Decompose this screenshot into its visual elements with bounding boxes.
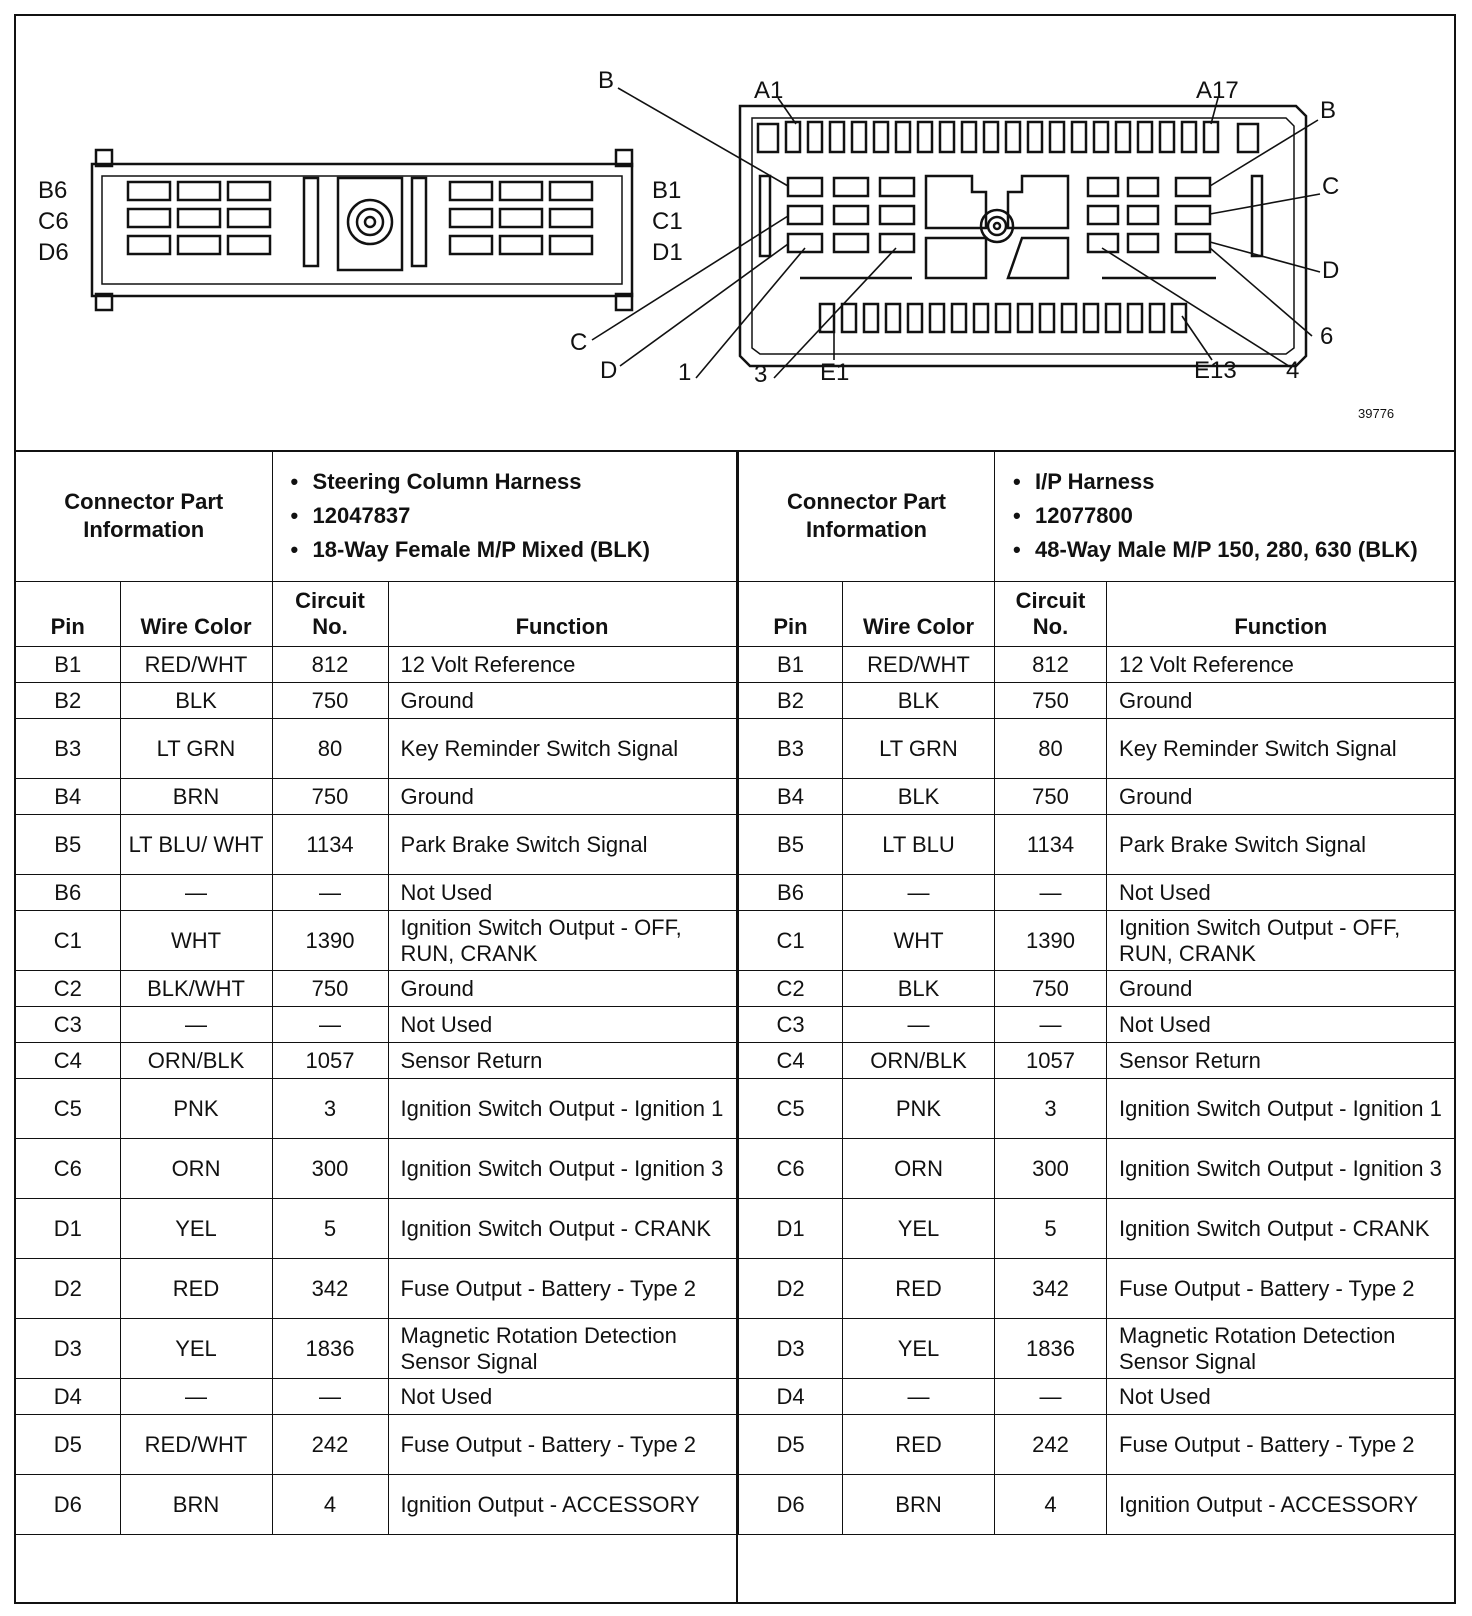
function-cell: Magnetic Rotation Detection Sensor Signal bbox=[388, 1319, 736, 1379]
left-conn-label-c1: C1 bbox=[652, 208, 683, 235]
pin-row-b1 bbox=[16, 647, 736, 683]
connector-diagram bbox=[16, 16, 1454, 452]
function-cell: Ground bbox=[388, 683, 736, 719]
right-conn-label-c-right: C bbox=[1322, 173, 1340, 200]
circuit-no-cell: 1390 bbox=[995, 911, 1107, 971]
pin-row-c6 bbox=[16, 1139, 736, 1199]
function-cell: Ignition Switch Output - CRANK bbox=[1107, 1199, 1455, 1259]
wire-color-cell: YEL bbox=[843, 1199, 995, 1259]
wire-color-cell: — bbox=[120, 1379, 272, 1415]
ip-harness-pinout bbox=[738, 450, 1455, 1535]
function-cell: Ignition Switch Output - Ignition 3 bbox=[388, 1139, 736, 1199]
right-conn-label-b-top: B bbox=[598, 67, 615, 94]
function-cell: Not Used bbox=[388, 1007, 736, 1043]
right-conn-label-4: 4 bbox=[1286, 357, 1300, 384]
function-cell: Not Used bbox=[1107, 1007, 1455, 1043]
pin-cell: B4 bbox=[16, 779, 120, 815]
pin-row-d1 bbox=[16, 1199, 736, 1259]
wire-color-cell: BLK bbox=[843, 971, 995, 1007]
pin-row-b4 bbox=[16, 779, 736, 815]
function-cell: Ignition Switch Output - OFF, RUN, CRANK bbox=[388, 911, 736, 971]
steering-column-table bbox=[16, 450, 738, 1604]
function-header: Function bbox=[388, 582, 736, 647]
pin-row-b6 bbox=[739, 875, 1455, 911]
wire-color-cell: RED bbox=[120, 1259, 272, 1319]
wire-color-cell: LT GRN bbox=[120, 719, 272, 779]
pin-cell: B6 bbox=[16, 875, 120, 911]
circuit-no-cell: 80 bbox=[272, 719, 388, 779]
function-cell: Ignition Switch Output - OFF, RUN, CRANK bbox=[1107, 911, 1455, 971]
pin-row-b2 bbox=[16, 683, 736, 719]
function-cell: Ignition Switch Output - CRANK bbox=[388, 1199, 736, 1259]
wire-color-cell: BRN bbox=[843, 1475, 995, 1535]
pin-row-b4 bbox=[739, 779, 1455, 815]
pin-row-b3 bbox=[16, 719, 736, 779]
left-conn-label-b6: B6 bbox=[38, 177, 68, 204]
function-cell: Ignition Switch Output - Ignition 1 bbox=[388, 1079, 736, 1139]
circuit-no-cell: 342 bbox=[995, 1259, 1107, 1319]
wire-color-cell: ORN bbox=[843, 1139, 995, 1199]
function-cell: Ground bbox=[1107, 683, 1455, 719]
pin-row-d4 bbox=[16, 1379, 736, 1415]
wire-color-cell: RED bbox=[843, 1415, 995, 1475]
function-cell: Ignition Output - ACCESSORY bbox=[1107, 1475, 1455, 1535]
right-conn-label-d-bottom: D bbox=[600, 357, 618, 384]
circuit-no-cell: 4 bbox=[272, 1475, 388, 1535]
pin-row-c5 bbox=[16, 1079, 736, 1139]
circuit-no-cell: 750 bbox=[272, 683, 388, 719]
circuit-no-cell: 812 bbox=[272, 647, 388, 683]
right-connector-drawing bbox=[740, 106, 1306, 366]
function-cell: Fuse Output - Battery - Type 2 bbox=[388, 1415, 736, 1475]
pin-cell: C4 bbox=[16, 1043, 120, 1079]
connector-info-list bbox=[995, 450, 1455, 582]
wire-color-cell: — bbox=[843, 875, 995, 911]
pin-cell: C5 bbox=[16, 1079, 120, 1139]
circuit-no-cell: — bbox=[995, 875, 1107, 911]
column-header-row bbox=[16, 582, 736, 647]
function-cell: Ignition Switch Output - Ignition 3 bbox=[1107, 1139, 1455, 1199]
pin-cell: D1 bbox=[739, 1199, 843, 1259]
function-cell: Ground bbox=[388, 971, 736, 1007]
document-frame bbox=[14, 14, 1456, 1604]
pin-row-c1 bbox=[739, 911, 1455, 971]
pin-row-b5 bbox=[16, 815, 736, 875]
pin-row-c4 bbox=[739, 1043, 1455, 1079]
wire-color-cell: WHT bbox=[120, 911, 272, 971]
wire-color-cell: WHT bbox=[843, 911, 995, 971]
pin-row-c4 bbox=[16, 1043, 736, 1079]
pin-row-d3 bbox=[739, 1319, 1455, 1379]
circuit-no-cell: 242 bbox=[995, 1415, 1107, 1475]
pin-cell: B5 bbox=[739, 815, 843, 875]
pin-row-c5 bbox=[739, 1079, 1455, 1139]
circuit-no-cell: 3 bbox=[272, 1079, 388, 1139]
connector-info-item: • Steering Column Harness bbox=[287, 465, 730, 499]
wire-color-cell: BRN bbox=[120, 1475, 272, 1535]
figure-number: 39776 bbox=[1358, 406, 1395, 421]
connector-info-item: • 48-Way Male M/P 150, 280, 630 (BLK) bbox=[1009, 533, 1449, 567]
circuit-no-cell: — bbox=[995, 1379, 1107, 1415]
pin-cell: D5 bbox=[16, 1415, 120, 1475]
circuit-no-cell: — bbox=[272, 875, 388, 911]
connector-info-row bbox=[16, 450, 736, 582]
circuit-no-cell: 5 bbox=[272, 1199, 388, 1259]
circuit-no-cell: 1836 bbox=[995, 1319, 1107, 1379]
pin-cell: D3 bbox=[16, 1319, 120, 1379]
pin-cell: B1 bbox=[739, 647, 843, 683]
function-cell: Ground bbox=[1107, 779, 1455, 815]
pin-rows bbox=[739, 647, 1455, 1535]
connector-info-row bbox=[739, 450, 1455, 582]
function-cell: Park Brake Switch Signal bbox=[1107, 815, 1455, 875]
pin-row-c2 bbox=[739, 971, 1455, 1007]
connector-info-list bbox=[272, 450, 736, 582]
pin-cell: D2 bbox=[739, 1259, 843, 1319]
function-cell: 12 Volt Reference bbox=[388, 647, 736, 683]
pin-cell: C1 bbox=[16, 911, 120, 971]
circuit-no-cell: 750 bbox=[995, 683, 1107, 719]
pin-cell: B6 bbox=[739, 875, 843, 911]
column-header-row bbox=[739, 582, 1455, 647]
function-cell: Fuse Output - Battery - Type 2 bbox=[1107, 1415, 1455, 1475]
connector-info-item: • 12077800 bbox=[1009, 499, 1449, 533]
circuit-no-cell: 750 bbox=[272, 779, 388, 815]
circuit-no-cell: 750 bbox=[995, 779, 1107, 815]
pin-cell: D6 bbox=[16, 1475, 120, 1535]
wire-color-cell: PNK bbox=[843, 1079, 995, 1139]
wire-color-cell: RED/WHT bbox=[120, 647, 272, 683]
right-conn-label-e1: E1 bbox=[820, 359, 850, 386]
pin-cell: D2 bbox=[16, 1259, 120, 1319]
connector-info-title: Connector Part Information bbox=[739, 450, 995, 582]
left-conn-label-d6: D6 bbox=[38, 239, 69, 266]
right-conn-label-e13: E13 bbox=[1194, 357, 1237, 384]
pin-cell: C6 bbox=[739, 1139, 843, 1199]
pin-header: Pin bbox=[739, 582, 843, 647]
wire-color-cell: PNK bbox=[120, 1079, 272, 1139]
pin-cell: C4 bbox=[739, 1043, 843, 1079]
circuit-no-cell: 812 bbox=[995, 647, 1107, 683]
wire-color-cell: BLK bbox=[120, 683, 272, 719]
circuit-no-cell: 750 bbox=[995, 971, 1107, 1007]
right-conn-label-a17: A17 bbox=[1196, 77, 1239, 104]
function-cell: Magnetic Rotation Detection Sensor Signal bbox=[1107, 1319, 1455, 1379]
right-conn-label-1: 1 bbox=[678, 359, 692, 386]
wire-color-cell: YEL bbox=[843, 1319, 995, 1379]
wire-color-cell: — bbox=[120, 1007, 272, 1043]
left-conn-label-b1: B1 bbox=[652, 177, 682, 204]
circuit-no-cell: 1057 bbox=[995, 1043, 1107, 1079]
function-cell: Not Used bbox=[388, 875, 736, 911]
wire-color-cell: LT GRN bbox=[843, 719, 995, 779]
pin-row-d2 bbox=[16, 1259, 736, 1319]
pin-row-c2 bbox=[16, 971, 736, 1007]
wire-color-cell: — bbox=[843, 1007, 995, 1043]
pin-row-c3 bbox=[739, 1007, 1455, 1043]
right-conn-label-c-bottom: C bbox=[570, 329, 588, 356]
circuit-no-cell: — bbox=[272, 1379, 388, 1415]
pin-cell: C2 bbox=[739, 971, 843, 1007]
left-connector-drawing bbox=[92, 150, 632, 310]
pin-cell: D4 bbox=[16, 1379, 120, 1415]
pin-cell: C3 bbox=[739, 1007, 843, 1043]
circuit-no-cell: 1057 bbox=[272, 1043, 388, 1079]
pin-row-c3 bbox=[16, 1007, 736, 1043]
circuit-no-cell: 1390 bbox=[272, 911, 388, 971]
circuit-no-cell: 1134 bbox=[995, 815, 1107, 875]
wire-color-cell: RED bbox=[843, 1259, 995, 1319]
pin-row-b5 bbox=[739, 815, 1455, 875]
pin-header: Pin bbox=[16, 582, 120, 647]
circuit-no-cell: 750 bbox=[272, 971, 388, 1007]
function-cell: Key Reminder Switch Signal bbox=[1107, 719, 1455, 779]
connector-info-title: Connector Part Information bbox=[16, 450, 272, 582]
pin-row-d5 bbox=[16, 1415, 736, 1475]
circuit-no-header: Circuit No. bbox=[272, 582, 388, 647]
function-cell: Sensor Return bbox=[388, 1043, 736, 1079]
wire-color-cell: — bbox=[120, 875, 272, 911]
pin-cell: D6 bbox=[739, 1475, 843, 1535]
pin-cell: C6 bbox=[16, 1139, 120, 1199]
connector-info-item: • 12047837 bbox=[287, 499, 730, 533]
pin-row-b3 bbox=[739, 719, 1455, 779]
circuit-no-cell: — bbox=[272, 1007, 388, 1043]
wire-color-header: Wire Color bbox=[843, 582, 995, 647]
connector-info-item: • I/P Harness bbox=[1009, 465, 1449, 499]
pin-cell: D4 bbox=[739, 1379, 843, 1415]
wire-color-cell: LT BLU/ WHT bbox=[120, 815, 272, 875]
pin-rows bbox=[16, 647, 736, 1535]
pin-row-c6 bbox=[739, 1139, 1455, 1199]
circuit-no-cell: 300 bbox=[272, 1139, 388, 1199]
circuit-no-cell: 342 bbox=[272, 1259, 388, 1319]
wire-color-cell: BLK bbox=[843, 683, 995, 719]
right-conn-label-d-right: D bbox=[1322, 257, 1340, 284]
right-conn-label-6: 6 bbox=[1320, 323, 1334, 350]
connector-diagram-svg bbox=[16, 16, 1454, 450]
wire-color-cell: RED/WHT bbox=[120, 1415, 272, 1475]
right-conn-label-b-right: B bbox=[1320, 97, 1337, 124]
circuit-no-cell: 242 bbox=[272, 1415, 388, 1475]
function-cell: Ignition Switch Output - Ignition 1 bbox=[1107, 1079, 1455, 1139]
pin-cell: C1 bbox=[739, 911, 843, 971]
left-conn-label-d1: D1 bbox=[652, 239, 683, 266]
function-header: Function bbox=[1107, 582, 1455, 647]
wire-color-cell: YEL bbox=[120, 1199, 272, 1259]
pin-row-d6 bbox=[739, 1475, 1455, 1535]
pin-row-d6 bbox=[16, 1475, 736, 1535]
pin-cell: D3 bbox=[739, 1319, 843, 1379]
wire-color-cell: — bbox=[843, 1379, 995, 1415]
wire-color-cell: BRN bbox=[120, 779, 272, 815]
connector-tables bbox=[16, 450, 1454, 1604]
pin-cell: C5 bbox=[739, 1079, 843, 1139]
function-cell: Fuse Output - Battery - Type 2 bbox=[388, 1259, 736, 1319]
circuit-no-cell: 1836 bbox=[272, 1319, 388, 1379]
right-conn-label-a1: A1 bbox=[754, 77, 784, 104]
function-cell: 12 Volt Reference bbox=[1107, 647, 1455, 683]
pin-row-c1 bbox=[16, 911, 736, 971]
steering-column-pinout bbox=[16, 450, 737, 1535]
pin-cell: B3 bbox=[739, 719, 843, 779]
circuit-no-cell: 300 bbox=[995, 1139, 1107, 1199]
function-cell: Ignition Output - ACCESSORY bbox=[388, 1475, 736, 1535]
function-cell: Ground bbox=[388, 779, 736, 815]
circuit-no-cell: — bbox=[995, 1007, 1107, 1043]
circuit-no-cell: 5 bbox=[995, 1199, 1107, 1259]
wire-color-header: Wire Color bbox=[120, 582, 272, 647]
circuit-no-cell: 80 bbox=[995, 719, 1107, 779]
pin-cell: C3 bbox=[16, 1007, 120, 1043]
pin-row-d3 bbox=[16, 1319, 736, 1379]
wire-color-cell: YEL bbox=[120, 1319, 272, 1379]
pin-cell: B3 bbox=[16, 719, 120, 779]
pin-cell: C2 bbox=[16, 971, 120, 1007]
function-cell: Not Used bbox=[1107, 1379, 1455, 1415]
function-cell: Sensor Return bbox=[1107, 1043, 1455, 1079]
function-cell: Key Reminder Switch Signal bbox=[388, 719, 736, 779]
pin-row-b2 bbox=[739, 683, 1455, 719]
wire-color-cell: LT BLU bbox=[843, 815, 995, 875]
connector-info-item: • 18-Way Female M/P Mixed (BLK) bbox=[287, 533, 730, 567]
function-cell: Ground bbox=[1107, 971, 1455, 1007]
function-cell: Fuse Output - Battery - Type 2 bbox=[1107, 1259, 1455, 1319]
pin-cell: D5 bbox=[739, 1415, 843, 1475]
pin-cell: B4 bbox=[739, 779, 843, 815]
pin-row-d4 bbox=[739, 1379, 1455, 1415]
circuit-no-cell: 1134 bbox=[272, 815, 388, 875]
wire-color-cell: RED/WHT bbox=[843, 647, 995, 683]
function-cell: Not Used bbox=[1107, 875, 1455, 911]
left-conn-label-c6: C6 bbox=[38, 208, 69, 235]
circuit-no-cell: 4 bbox=[995, 1475, 1107, 1535]
wire-color-cell: ORN/BLK bbox=[843, 1043, 995, 1079]
pin-row-d2 bbox=[739, 1259, 1455, 1319]
wire-color-cell: ORN bbox=[120, 1139, 272, 1199]
circuit-no-header: Circuit No. bbox=[995, 582, 1107, 647]
pin-cell: B1 bbox=[16, 647, 120, 683]
pin-row-d5 bbox=[739, 1415, 1455, 1475]
ip-harness-table bbox=[738, 450, 1454, 1604]
wire-color-cell: BLK/WHT bbox=[120, 971, 272, 1007]
pin-row-d1 bbox=[739, 1199, 1455, 1259]
wire-color-cell: BLK bbox=[843, 779, 995, 815]
pin-cell: B2 bbox=[739, 683, 843, 719]
pin-cell: D1 bbox=[16, 1199, 120, 1259]
pin-row-b6 bbox=[16, 875, 736, 911]
pin-cell: B2 bbox=[16, 683, 120, 719]
function-cell: Park Brake Switch Signal bbox=[388, 815, 736, 875]
wire-color-cell: ORN/BLK bbox=[120, 1043, 272, 1079]
circuit-no-cell: 3 bbox=[995, 1079, 1107, 1139]
right-conn-label-3: 3 bbox=[754, 361, 768, 388]
pin-cell: B5 bbox=[16, 815, 120, 875]
function-cell: Not Used bbox=[388, 1379, 736, 1415]
pin-row-b1 bbox=[739, 647, 1455, 683]
